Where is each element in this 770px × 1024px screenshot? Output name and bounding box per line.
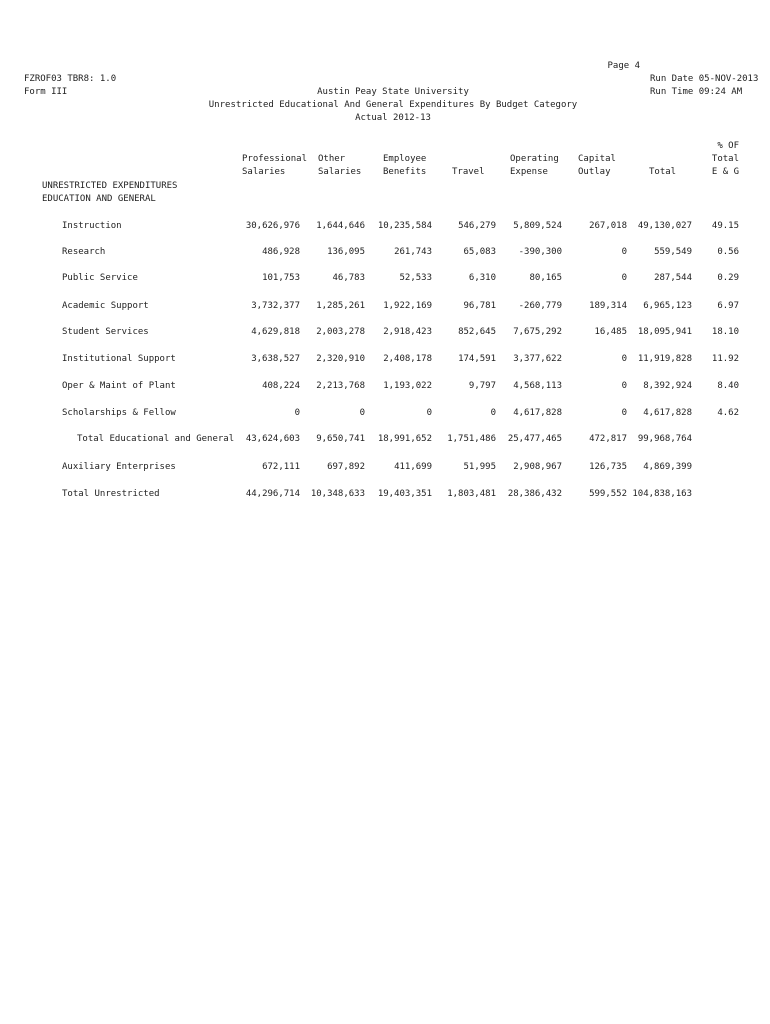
form-label: Form III: [24, 87, 68, 97]
table-cell: 101,753: [262, 273, 300, 283]
row-label: Auxiliary Enterprises: [62, 462, 176, 472]
report-title: Unrestricted Educational And General Expenditures By Budget Category: [208, 100, 578, 110]
table-cell: 486,928: [262, 247, 300, 257]
table-cell: 546,279: [458, 221, 496, 231]
table-cell: 2,003,278: [316, 327, 365, 337]
run-time: Run Time 09:24 AM: [650, 87, 743, 97]
row-label: Total Educational and General: [77, 434, 235, 444]
column-header-8-line2: Total: [711, 154, 739, 164]
table-cell: -260,779: [518, 301, 562, 311]
table-cell: 8,392,924: [643, 381, 692, 391]
column-header-1-line1: Professional: [242, 154, 308, 164]
run-date: Run Date 05-NOV-2013: [650, 74, 759, 84]
table-cell: 44,296,714: [245, 489, 300, 499]
table-cell: 0: [426, 408, 432, 418]
table-cell: 5,809,524: [513, 221, 562, 231]
column-header-3-line2: Benefits: [383, 167, 427, 177]
table-cell: 4,617,828: [513, 408, 562, 418]
table-cell: 411,699: [394, 462, 432, 472]
table-cell: 1,922,169: [383, 301, 432, 311]
table-cell: 49,130,027: [637, 221, 692, 231]
column-header-7-line2: Total: [649, 167, 677, 177]
table-cell: 408,224: [262, 381, 300, 391]
row-label: Scholarships & Fellow: [62, 408, 176, 418]
table-cell: 1,803,481: [447, 489, 496, 499]
table-cell: 1,644,646: [316, 221, 365, 231]
table-cell: 0: [621, 381, 627, 391]
row-label: Public Service: [62, 273, 138, 283]
table-cell: 3,377,622: [513, 354, 562, 364]
table-cell: 0: [621, 354, 627, 364]
table-cell: 18,095,941: [637, 327, 692, 337]
table-cell: 3,638,527: [251, 354, 300, 364]
table-cell: 2,320,910: [316, 354, 365, 364]
table-cell: 472,817: [589, 434, 627, 444]
table-cell: 11,919,828: [637, 354, 692, 364]
table-cell: 30,626,976: [245, 221, 300, 231]
table-cell: 189,314: [589, 301, 627, 311]
column-header-1-line2: Salaries: [242, 167, 286, 177]
table-cell: 0: [621, 273, 627, 283]
row-label: Instruction: [62, 221, 122, 231]
table-cell: 559,549: [654, 247, 692, 257]
table-cell: 136,095: [327, 247, 365, 257]
table-cell: 3,732,377: [251, 301, 300, 311]
table-cell: 0: [294, 408, 300, 418]
table-cell: 52,533: [399, 273, 432, 283]
table-cell: 2,408,178: [383, 354, 432, 364]
table-cell: 1,285,261: [316, 301, 365, 311]
section-title-line2: EDUCATION AND GENERAL: [42, 194, 156, 204]
column-header-2-line1: Other: [318, 154, 346, 164]
column-header-2-line2: Salaries: [318, 167, 362, 177]
column-header-5-line2: Expense: [510, 167, 548, 177]
table-cell: 49.15: [711, 221, 739, 231]
table-cell: 99,968,764: [637, 434, 692, 444]
institution-name: Austin Peay State University: [317, 87, 469, 97]
table-cell: 4,869,399: [643, 462, 692, 472]
page-number: Page 4: [607, 61, 640, 71]
row-label: Total Unrestricted: [62, 489, 160, 499]
table-cell: 16,485: [594, 327, 627, 337]
table-cell: 267,018: [589, 221, 627, 231]
table-cell: 96,781: [463, 301, 496, 311]
column-header-6-line1: Capital: [578, 154, 616, 164]
table-cell: 4,629,818: [251, 327, 300, 337]
table-cell: 126,735: [589, 462, 627, 472]
row-label: Institutional Support: [62, 354, 176, 364]
table-cell: 51,995: [463, 462, 496, 472]
column-header-4-line2: Travel: [452, 167, 485, 177]
table-cell: 10,348,633: [310, 489, 365, 499]
table-cell: 287,544: [654, 273, 692, 283]
table-cell: 852,645: [458, 327, 496, 337]
row-label: Student Services: [62, 327, 149, 337]
column-header-6-line2: Outlay: [578, 167, 611, 177]
column-header-3-line1: Employee: [383, 154, 427, 164]
table-cell: 672,111: [262, 462, 300, 472]
table-cell: 2,908,967: [513, 462, 562, 472]
table-cell: 261,743: [394, 247, 432, 257]
table-cell: -390,300: [518, 247, 562, 257]
row-label: Oper & Maint of Plant: [62, 381, 176, 391]
table-cell: 46,783: [332, 273, 365, 283]
table-cell: 0.56: [717, 247, 739, 257]
table-cell: 4,568,113: [513, 381, 562, 391]
table-cell: 0: [490, 408, 496, 418]
table-cell: 697,892: [327, 462, 365, 472]
table-cell: 8.40: [717, 381, 739, 391]
table-cell: 6.97: [717, 301, 739, 311]
table-cell: 10,235,584: [377, 221, 432, 231]
table-cell: 1,193,022: [383, 381, 432, 391]
table-cell: 25,477,465: [507, 434, 562, 444]
table-cell: 18,991,652: [377, 434, 432, 444]
table-cell: 2,918,423: [383, 327, 432, 337]
table-cell: 104,838,163: [632, 489, 692, 499]
table-cell: 7,675,292: [513, 327, 562, 337]
table-cell: 0: [621, 408, 627, 418]
column-header-5-line1: Operating: [510, 154, 559, 164]
table-cell: 6,965,123: [643, 301, 692, 311]
row-label: Research: [62, 247, 106, 257]
table-cell: 9,650,741: [316, 434, 365, 444]
table-cell: 4.62: [717, 408, 739, 418]
table-cell: 0: [621, 247, 627, 257]
table-cell: 1,751,486: [447, 434, 496, 444]
table-cell: 9,797: [468, 381, 496, 391]
column-header-8-line1: % OF: [717, 141, 739, 151]
report-period: Actual 2012-13: [355, 113, 431, 123]
table-cell: 28,386,432: [507, 489, 562, 499]
table-cell: 599,552: [589, 489, 627, 499]
table-cell: 80,165: [529, 273, 562, 283]
table-cell: 43,624,603: [245, 434, 300, 444]
table-cell: 0: [359, 408, 365, 418]
row-label: Academic Support: [62, 301, 149, 311]
table-cell: 4,617,828: [643, 408, 692, 418]
table-cell: 0.29: [717, 273, 739, 283]
table-cell: 11.92: [711, 354, 739, 364]
table-cell: 18.10: [711, 327, 739, 337]
column-header-8-line3: E & G: [711, 167, 739, 177]
table-cell: 19,403,351: [377, 489, 432, 499]
table-cell: 6,310: [468, 273, 496, 283]
report-id: FZROF03 TBR8: 1.0: [24, 74, 117, 84]
table-cell: 174,591: [458, 354, 496, 364]
table-cell: 2,213,768: [316, 381, 365, 391]
section-title-line1: UNRESTRICTED EXPENDITURES: [42, 181, 178, 191]
table-cell: 65,083: [463, 247, 496, 257]
